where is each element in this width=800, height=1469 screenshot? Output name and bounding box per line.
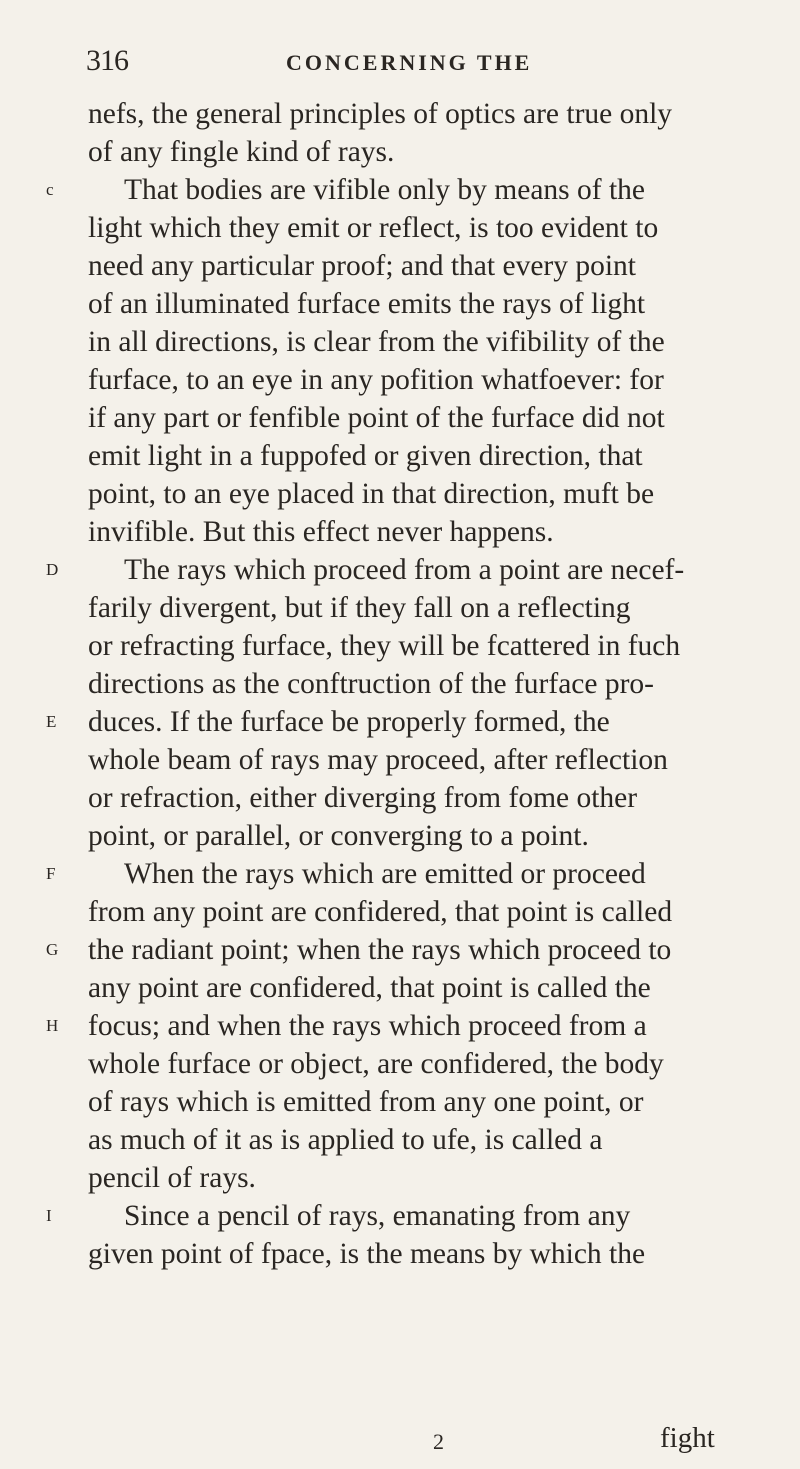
text-line: furface, to an eye in any pofition whatfoever: for — [88, 364, 664, 396]
signature-mark: 2 — [433, 1429, 444, 1454]
marginal-letter: E — [46, 712, 57, 731]
marginal-letter: c — [46, 180, 54, 199]
text-line: light which they emit or reflect, is too evident to — [88, 212, 659, 244]
text-line: the radiant point; when the rays which proceed to — [88, 934, 672, 966]
marginal-letter: H — [46, 1016, 59, 1035]
text-line: invifible. But this effect never happens. — [88, 516, 554, 548]
text-line: whole beam of rays may proceed, after reflection — [88, 744, 668, 776]
text-line: whole furface or object, are confidered, the body — [88, 1048, 664, 1080]
text-line: focus; and when the rays which proceed from a — [88, 1010, 647, 1042]
text-line: point, to an eye placed in that direction, muft be — [88, 478, 655, 510]
running-head: CONCERNING THE — [286, 50, 533, 75]
marginal-letter: D — [46, 560, 59, 579]
text-line: given point of fpace, is the means by which the — [88, 1238, 646, 1270]
text-line: as much of it as is applied to ufe, is called a — [88, 1124, 603, 1156]
text-line: any point are confidered, that point is called the — [88, 972, 651, 1004]
text-line: Since a pencil of rays, emanating from any — [124, 1200, 631, 1232]
text-line: of rays which is emitted from any one point, or — [88, 1086, 644, 1118]
text-line: directions as the conftruction of the furface pro- — [88, 668, 655, 700]
text-line: of an illuminated furface emits the rays of light — [88, 288, 646, 320]
text-line: duces. If the furface be properly formed, the — [88, 706, 610, 738]
text-line: or refraction, either diverging from fome other — [88, 782, 638, 814]
text-line: from any point are confidered, that point is called — [88, 896, 673, 928]
marginal-letter: I — [46, 1206, 52, 1225]
text-line: nefs, the general principles of optics are true only — [88, 98, 673, 130]
text-line: in all directions, is clear from the vifibility of the — [88, 326, 665, 358]
marginal-letter: F — [46, 864, 56, 883]
text-line: That bodies are vifible only by means of the — [124, 174, 646, 206]
page-header — [86, 44, 546, 80]
text-line: or refracting furface, they will be fcattered in fuch — [88, 630, 681, 662]
text-line: pencil of rays. — [88, 1162, 256, 1194]
text-line: farily divergent, but if they fall on a reflecting — [88, 592, 631, 624]
text-line: emit light in a fuppofed or given direction, that — [88, 440, 643, 472]
text-line: When the rays which are emitted or proceed — [124, 858, 646, 890]
text-line: of any fingle kind of rays. — [88, 136, 395, 168]
marginal-letter: G — [46, 940, 59, 959]
text-line: point, or parallel, or converging to a point. — [88, 820, 589, 852]
page-number: 316 — [86, 44, 128, 77]
text-line: need any particular proof; and that every point — [88, 250, 636, 282]
text-line: if any part or fenfible point of the furface did not — [88, 402, 665, 434]
catchword: fight — [660, 1422, 715, 1454]
text-line: The rays which proceed from a point are necef- — [124, 554, 685, 586]
